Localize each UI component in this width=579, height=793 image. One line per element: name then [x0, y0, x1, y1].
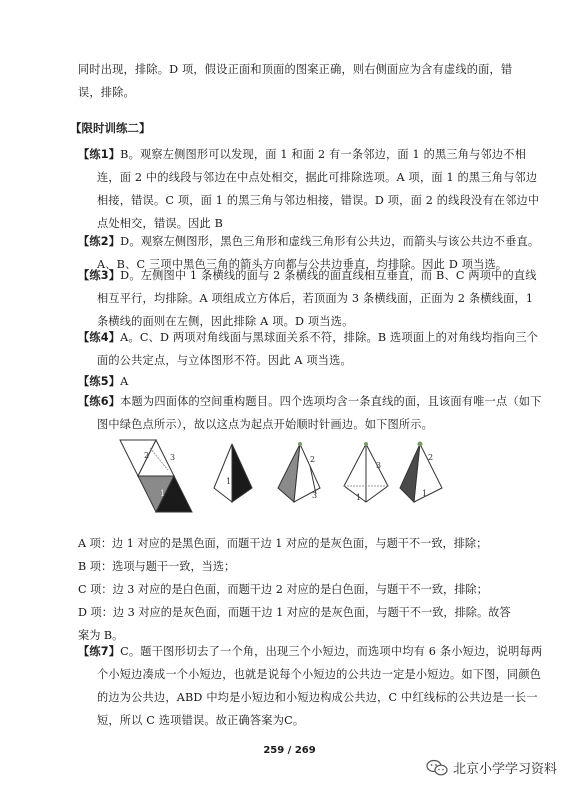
exercise-6: [78, 390, 545, 436]
figure-label: 2: [310, 455, 316, 464]
exercise-text: B。观察左侧图形可以发现，面 1 和面 2 有一条邻边，面 1 的黑三角与邻边不相连，面 2 中的线段与邻边在中点处相交，据此可排除选项。A 项，面 1 的黑三角与邻边相接，错误。C 项，面 1 的黑三角与邻边相接，错误。D 项，面 2 的线段没有在邻边中点处相交，错误。因此 B: [97, 148, 540, 230]
tetrahedron-option-d: [400, 442, 442, 503]
figure-label: 1: [356, 493, 362, 502]
tetrahedron-option-c: [344, 442, 388, 502]
exercise-text: D。观察左侧图形，黑色三角形和虚线三角形有公共边，而箭头与该公共边不垂直。A、B、C 三项中黑色三角的箭头方向都与公共边垂直，均排除。因此 D 项当选。: [97, 235, 540, 271]
figure-label: 1: [422, 489, 428, 498]
exercise-text: A。C、D 两项对角线面与黑球面关系不符，排除。B 选项面上的对角线均指向三个面的公共定点，与立体图形不符。因此 A 项当选。: [97, 331, 539, 367]
exercise-3: [78, 264, 545, 333]
answer-d: D 项：边 3 对应的是灰色面，而题干边 1 对应的是灰色面，与题干不一致，排除。故答案为 B。: [78, 606, 511, 642]
tetrahedron-option-b: [278, 442, 320, 502]
answer-b: B 项：选项与题干一致，当选；: [78, 560, 236, 573]
exercise-label: 【练2】: [78, 235, 121, 248]
exercise-1: [78, 143, 545, 235]
section-title: 【限时训练二】: [70, 121, 151, 135]
exercise-label: 【练4】: [78, 331, 121, 344]
exercise-text: D。左侧图中 1 条横线的面与 2 条横线的面直线相互垂直，而 B、C 两项中的直线相互平行，均排除。A 项组成立方体后，若顶面为 3 条横线面，正面为 2 条横线面，1 条横线的面则在左侧，因此排除 A 项。D 项当选。: [97, 269, 537, 328]
page-total: 269: [294, 745, 316, 756]
exercise-text: 本题为四面体的空间重构题目。四个选项均含一条直线的面，且该面有唯一点（如下图中绿色点所示），故以这点为起点开始顺时针画边。如下图所示。: [97, 395, 542, 431]
watermark-text: 北京小学学习资料: [452, 762, 557, 777]
exercise-text: C。题干图形切去了一个角，出现三个小短边，而选项中均有 6 条小短边，说明每两个小短边凑成一个小短边，也就是说每个小短边的公共边一定是小短边。如下图，同颜色的边为公共边，ABD 中均是小短边和小短边构成公共边，C 中红线标的公共边是一长一短，所以 C 选项错误。故正确答案为C。: [97, 645, 543, 727]
figure-label: 1: [226, 477, 232, 486]
figure-label: 1: [160, 489, 166, 498]
page-number: 259: [263, 745, 285, 756]
exercise-text: A: [120, 375, 129, 388]
figure-label: 3: [312, 491, 318, 500]
tetrahedron-option-a: [214, 444, 252, 502]
answer-c: C 项：边 3 对应的是白色面，而题干边 2 对应的是白色面，与题干不一致，排除；: [78, 583, 488, 596]
figure-label: 2: [144, 451, 150, 460]
answer-a: A 项：边 1 对应的是黑色面，而题干边 1 对应的是灰色面，与题干不一致，排除；: [78, 537, 488, 550]
exercise-7: [78, 640, 545, 732]
intro-paragraph: 同时出现，排除。D 项，假设正面和顶面的图案正确，则右侧面应为含有虚线的面，错误，排除。: [78, 63, 513, 99]
tetrahedron-net: [120, 440, 192, 512]
exercise-label: 【练3】: [78, 269, 121, 282]
exercise-label: 【练1】: [78, 148, 121, 161]
exercise-label: 【练5】: [78, 375, 121, 388]
exercise-label: 【练6】: [78, 395, 121, 408]
watermark: [426, 758, 557, 777]
figure-label: 3: [376, 461, 382, 470]
page-separator: /: [284, 745, 295, 756]
tetrahedron-figure: [110, 436, 450, 522]
exercise-4: [78, 326, 545, 372]
figure-label: 2: [428, 453, 434, 462]
chat-bubble-icon: [426, 759, 448, 777]
figure-label: 3: [170, 453, 176, 462]
page-footer: [0, 745, 579, 756]
exercise-label: 【练7】: [78, 645, 121, 658]
